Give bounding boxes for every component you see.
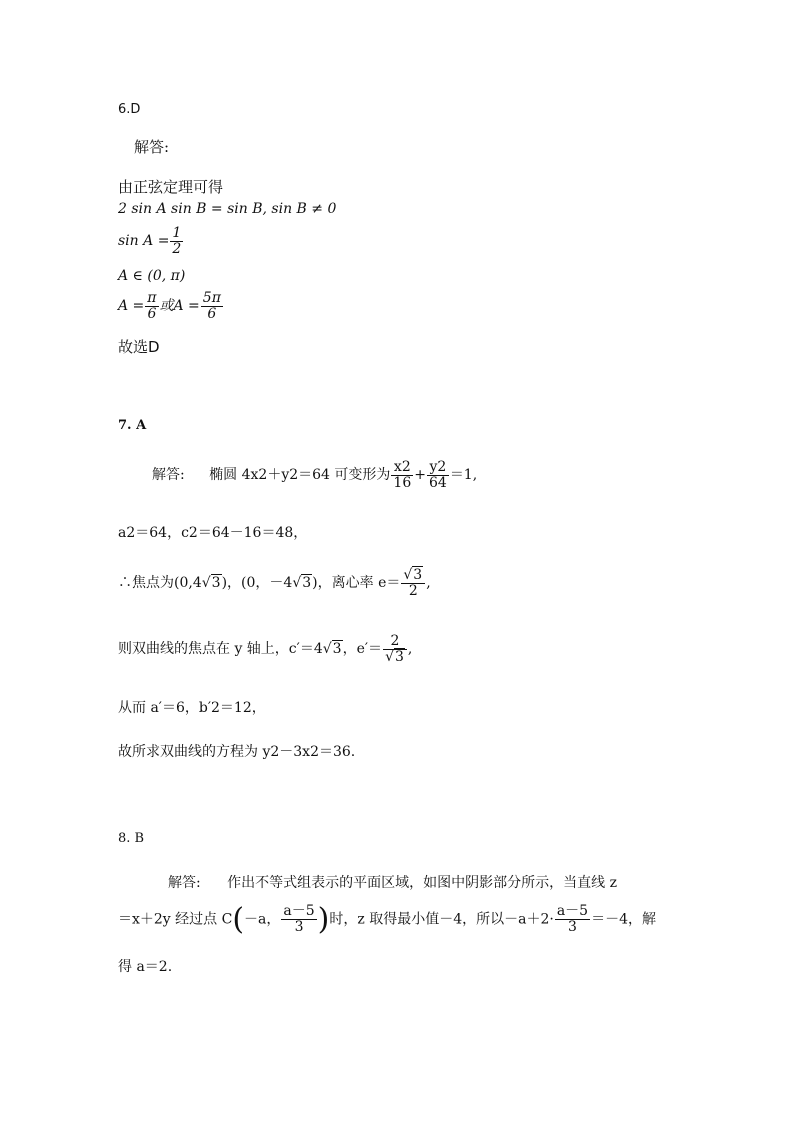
q7-sqrt3-num: √3 [403,567,423,583]
q7-p4-a: 则双曲线的焦点在 y 轴上，c′＝4 [118,641,323,658]
q6-fraction-1-num: 1 [172,225,182,241]
q7-p3-c: )，离心率 e＝ [312,575,401,592]
q7-title: 7. A [118,418,147,433]
q7-y2-num: y2 [429,459,447,475]
q8-l1-text: 作出不等式组表示的平面区域，如图中阴影部分所示，当直线 z [227,875,617,891]
q7-2-num: 2 [390,633,400,649]
q8-fraction-1-den: 3 [281,919,316,935]
q6-line-4: A ∈ (0, π) [118,268,186,284]
q7-fraction-2-sqrt3 [383,634,407,664]
q8-title: 8. B [118,831,145,846]
q6-fraction-1-den: 2 [172,240,182,257]
q7-sqrt3-num-radicand: 3 [413,567,423,583]
q6-line-5 [118,291,224,321]
q7-sqrt-1: √3 [201,575,221,592]
q7-sqrt-1-radicand: 3 [211,575,221,592]
q6-line-6: 故选D [118,338,160,356]
q7-paragraph-6: 故所求双曲线的方程为 y2－3x2＝36. [118,744,356,760]
q7-paragraph-1 [152,460,477,490]
q7-64-den: 64 [428,474,447,491]
q6-fraction-pi6 [145,291,158,321]
q7-2-den: 2 [401,583,425,599]
q7-sqrt3-den: √3 [383,649,407,665]
q7-p4-b: ，e′＝ [342,641,383,658]
q6-pi6-num: π [147,290,157,306]
q7-p3-end: , [426,575,431,592]
q7-p1-end: ＝1, [449,467,478,484]
q8-fraction-2-num: a－5 [556,903,589,920]
q8-l2-d: ＝－4，解 [591,911,657,928]
q6-jieda-label: 解答: [134,138,170,156]
q7-16-den: 16 [393,474,412,491]
q7-jieda-label: 解答: [152,467,185,484]
q7-p3-a: ∴焦点为(0,4 [118,575,202,592]
q7-sqrt-2: √3 [292,575,312,592]
q6-fraction-5pi6 [201,291,223,321]
q8-line-2 [118,902,656,937]
q7-sqrt-2-radicand: 3 [302,575,312,592]
q7-fraction-y2-64 [427,460,449,490]
q7-sqrt-3: √3 [322,641,342,658]
q8-fraction-2-den: 3 [555,919,590,935]
q6-line-2: 2 sin A sin B = sin B, sin B ≠ 0 [118,201,337,217]
q8-fraction-1-num: a－5 [283,903,315,920]
q7-fraction-sqrt3-2 [401,568,425,598]
q7-x2-num: x2 [393,459,411,475]
q6-line-5-a: A = [118,298,145,315]
q6-pi6-den: 6 [145,306,158,322]
q6-line-3 [118,226,184,256]
q6-fraction-1 [170,226,183,256]
q7-sqrt3-den-radicand: 3 [394,648,404,665]
q6-line-3-lhs: sin A = [118,233,170,250]
q8-l2-c: 时，z 取得最小值－4，所以－a＋2· [329,911,554,928]
q7-plus: + [414,467,426,484]
q7-paragraph-5: 从而 a′＝6，b′2＝12， [118,700,266,716]
q8-l2-b: －a， [244,911,281,928]
q7-p4-end: , [407,641,413,658]
q7-sqrt-3-radicand: 3 [332,641,342,658]
q8-l2-a: ＝x＋2y 经过点 C [118,911,233,928]
q6-line-1: 由正弦定理可得 [118,178,224,196]
q6-title: 6.D [118,102,141,117]
q6-line-5-mid: 或A = [159,298,200,315]
q8-left-paren: ( [232,902,245,937]
q7-p3-b: )，(0，－4 [221,575,293,592]
q7-paragraph-2: a2＝64，c2＝64－16＝48， [118,525,308,541]
q7-paragraph-4 [118,634,412,664]
q8-fraction-1 [281,904,316,934]
q8-line-1 [168,872,617,892]
q8-right-paren: ) [317,902,330,937]
q6-5pi6-den: 6 [201,306,223,322]
q7-p1-text: 椭圆 4x2＋y2＝64 可变形为 [209,467,391,484]
q8-jieda-label: 解答: [168,875,201,891]
q8-line-3: 得 a＝2. [118,959,173,975]
q6-5pi6-num: 5π [202,290,221,306]
q8-fraction-2 [555,904,590,934]
q7-fraction-x2-16 [391,460,413,490]
q7-paragraph-3 [118,568,431,598]
